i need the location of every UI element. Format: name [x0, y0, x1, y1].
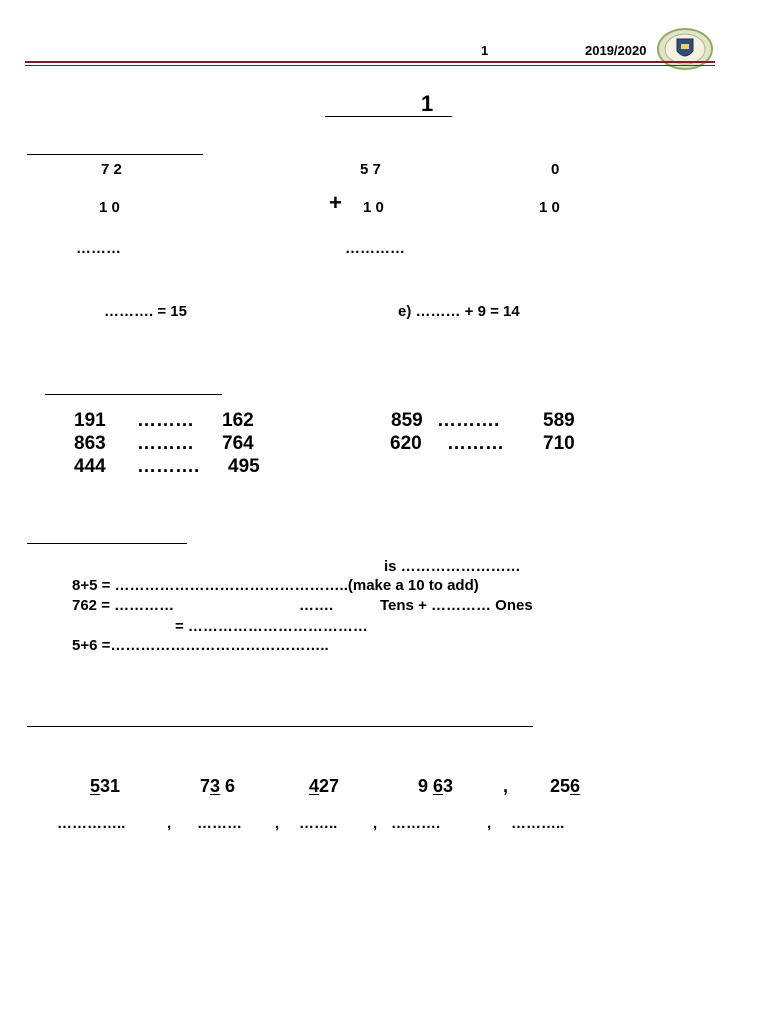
answer-comma-4: ,	[487, 815, 492, 832]
compare-right-1-a: 859	[391, 410, 423, 431]
equation-right: e) ……… + 9 = 14	[398, 303, 520, 320]
compare-left-1-b: 162	[222, 410, 254, 431]
fill-line-4: 5+6 =……………………………………..	[72, 637, 329, 654]
compare-left-1-a: 191	[74, 410, 106, 431]
compare-left-3-blank[interactable]: ……….	[137, 456, 200, 477]
place-value-answer-4[interactable]: ……….	[391, 815, 441, 832]
compare-right-1-blank[interactable]: ……….	[437, 410, 500, 431]
section-heading-line	[27, 543, 187, 544]
addend-bottom-1: 1 0	[99, 199, 120, 216]
addend-top-3: 0	[551, 161, 560, 178]
page-number: 1	[481, 43, 489, 58]
compare-left-2-blank[interactable]: ………	[137, 433, 194, 454]
section-heading-line	[27, 726, 533, 727]
place-value-answer-3[interactable]: ……..	[299, 815, 338, 832]
compare-left-2-a: 863	[74, 433, 106, 454]
place-value-answer-1[interactable]: …………..	[57, 815, 126, 832]
addend-bottom-3: 1 0	[539, 199, 560, 216]
number-separator-comma: ,	[503, 776, 509, 796]
place-value-number-1: 531	[90, 776, 121, 796]
answer-comma-2: ,	[275, 815, 280, 832]
addend-bottom-2: 1 0	[363, 199, 384, 216]
answer-blank-1[interactable]: ………	[76, 240, 121, 257]
fill-line-2-a: 762 = …………	[72, 597, 175, 614]
fill-line-3: = ………………………………	[175, 618, 368, 635]
plus-sign: +	[329, 190, 342, 215]
compare-right-1-b: 589	[543, 410, 575, 431]
section-heading-line	[27, 154, 203, 155]
place-value-number-2: 73 6	[200, 776, 236, 796]
addend-top-1: 7 2	[101, 161, 122, 178]
answer-blank-2[interactable]: …………	[345, 240, 405, 257]
header-rule	[25, 61, 715, 63]
compare-right-2-blank[interactable]: ………	[447, 433, 504, 454]
fill-line-2-b: …….	[299, 597, 334, 614]
fill-line-0: is ……………………	[384, 558, 521, 575]
place-value-number-5: 256	[550, 776, 581, 796]
compare-left-3-a: 444	[74, 456, 106, 477]
equation-left: ………. = 15	[104, 303, 187, 320]
school-year: 2019/2020	[585, 43, 647, 58]
title-underline	[325, 116, 452, 117]
compare-left-1-blank[interactable]: ………	[137, 410, 194, 431]
compare-left-3-b: 495	[228, 456, 260, 477]
header-rule-thin	[25, 65, 715, 66]
compare-right-2-a: 620	[390, 433, 422, 454]
answer-comma-3: ,	[373, 815, 378, 832]
place-value-number-3: 427	[309, 776, 340, 796]
place-value-answer-5[interactable]: ………..	[511, 815, 565, 832]
addend-top-2: 5 7	[360, 161, 381, 178]
place-value-answer-2[interactable]: ………	[197, 815, 242, 832]
page-title-number: 1	[421, 91, 434, 116]
place-value-number-4: 9 63	[418, 776, 454, 796]
compare-right-2-b: 710	[543, 433, 575, 454]
section-heading-line	[45, 394, 222, 395]
answer-comma-1: ,	[167, 815, 172, 832]
fill-line-1: 8+5 = ………………………………………..(make a 10 to add)	[72, 577, 479, 594]
fill-line-2-c: Tens + ………… Ones	[380, 597, 533, 614]
compare-left-2-b: 764	[222, 433, 254, 454]
